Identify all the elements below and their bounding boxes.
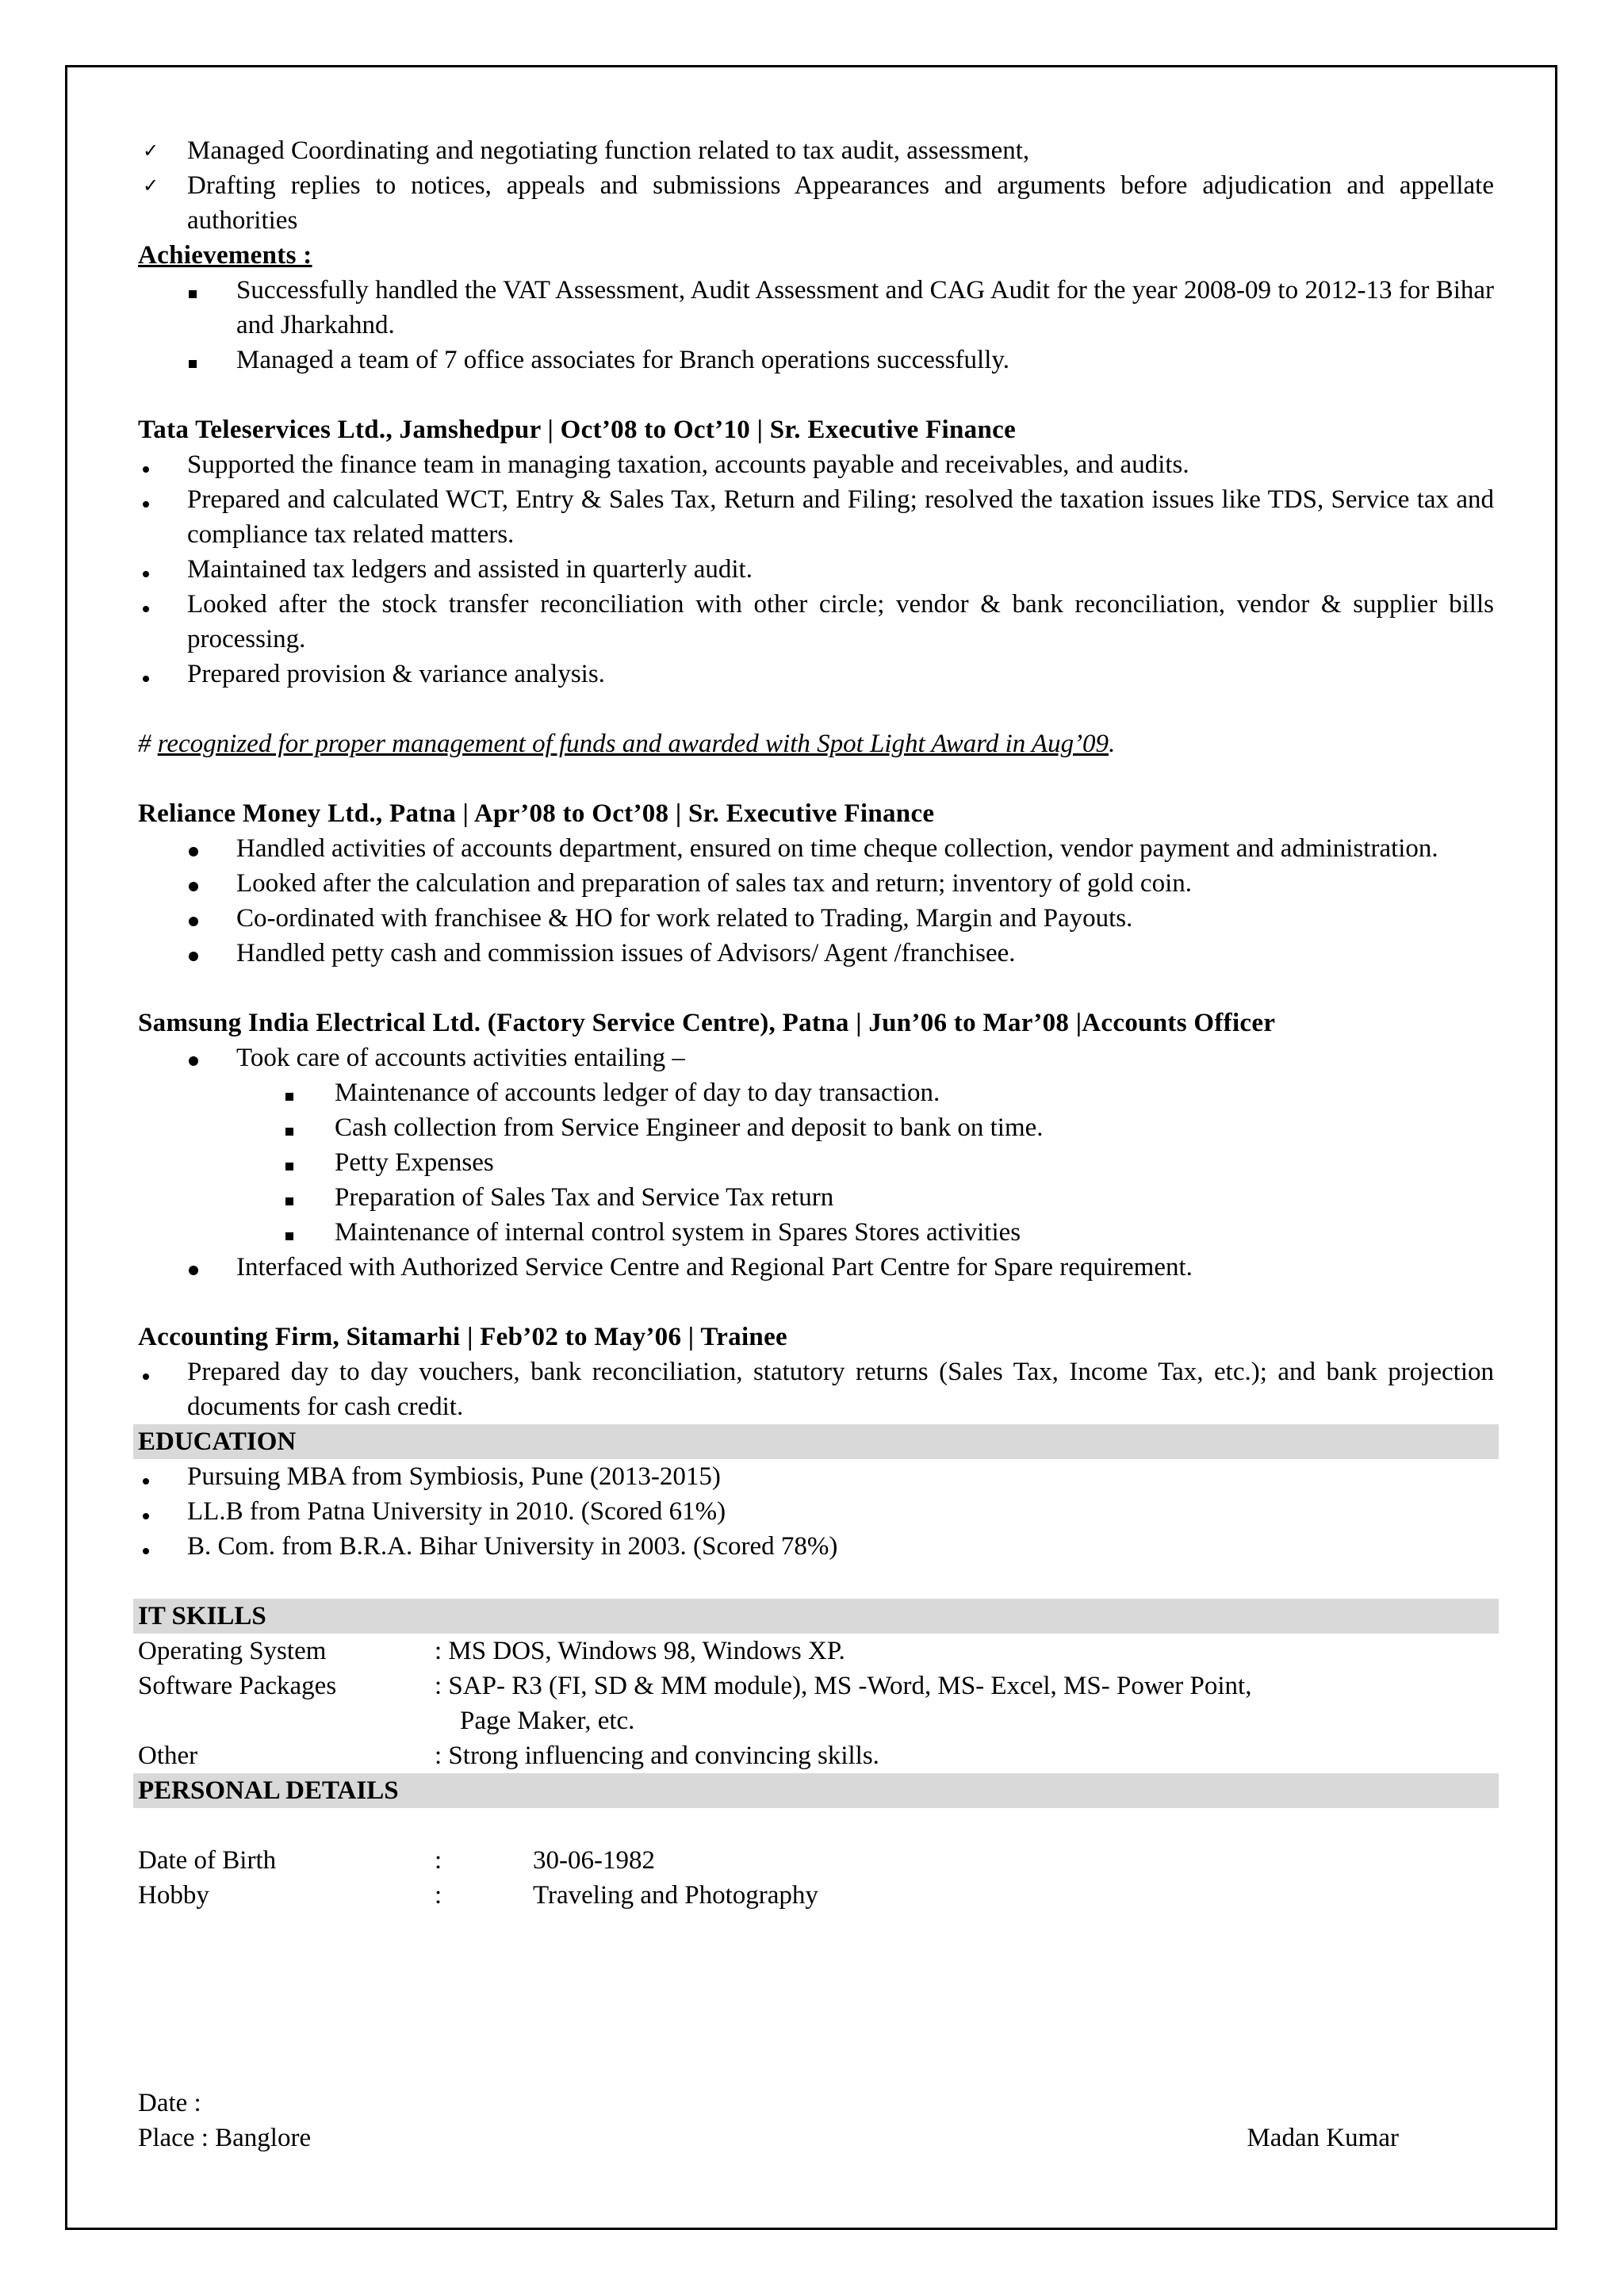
list-item: Prepared provision & variance analysis.: [138, 657, 1494, 692]
bullet-icon: [189, 917, 198, 926]
list-item: Petty Expenses: [138, 1145, 1494, 1180]
checkmark-icon: ✓: [143, 174, 159, 197]
skill-row-continued: [138, 1703, 1494, 1738]
list-item: B. Com. from B.R.A. Bihar University in 2003. (Scored 78%): [138, 1529, 1494, 1564]
list-item: Looked after the calculation and preparation of sales tax and return; inventory of gold coin.: [138, 866, 1494, 901]
bullet-icon: [143, 1513, 149, 1519]
list-item: Handled petty cash and commission issues of Advisors/ Agent /franchisee.: [138, 936, 1494, 971]
place-label: Place : Banglore: [138, 2124, 312, 2152]
job-heading-accounting-firm: Accounting Firm, Sitamarhi | Feb’02 to May’06 | Trainee: [138, 1323, 787, 1351]
education-heading: EDUCATION: [133, 1424, 1499, 1459]
list-item: Prepared and calculated WCT, Entry & Sales Tax, Return and Filing; resolved the taxation issues like TDS, Service tax and compliance tax related matters.: [138, 482, 1494, 552]
personal-row: [138, 1878, 1494, 1913]
achievements-heading: Achievements :: [138, 241, 312, 270]
skill-value: Page Maker, etc.: [460, 1707, 635, 1735]
list-item: ✓ Managed Coordinating and negotiating function related to tax audit, assessment,: [138, 133, 1494, 168]
bullet-icon: [143, 1478, 149, 1485]
list-item: Maintenance of accounts ledger of day to day transaction.: [138, 1075, 1494, 1110]
personal-separator: :: [435, 1846, 442, 1875]
list-item: Supported the finance team in managing taxation, accounts payable and receivables, and audits.: [138, 447, 1494, 482]
bullet-icon: [143, 606, 149, 612]
personal-value: 30-06-1982: [533, 1846, 655, 1875]
date-label: Date :: [138, 2089, 201, 2117]
skill-row: [138, 1634, 1494, 1669]
list-item: Interfaced with Authorized Service Centre and Regional Part Centre for Spare requirement.: [138, 1250, 1494, 1285]
list-item: Prepared day to day vouchers, bank reconciliation, statutory returns (Sales Tax, Income Tax, etc.); and bank projection documents for cash credit.: [138, 1354, 1494, 1424]
skill-value: : MS DOS, Windows 98, Windows XP.: [435, 1637, 845, 1665]
bullet-icon: [143, 466, 149, 473]
square-bullet-icon: [189, 290, 197, 298]
square-bullet-icon: [285, 1163, 293, 1170]
list-item: ✓ Drafting replies to notices, appeals and submissions Appearances and arguments before adjudication and appellate authorities: [138, 168, 1494, 238]
list-item: Looked after the stock transfer reconciliation with other circle; vendor & bank reconciliation, vendor & supplier bills processing.: [138, 587, 1494, 657]
list-item: LL.B from Patna University in 2010. (Scored 61%): [138, 1494, 1494, 1529]
personal-details-heading: PERSONAL DETAILS: [133, 1773, 1499, 1808]
bullet-icon: [143, 1548, 149, 1554]
bullet-icon: [189, 882, 198, 891]
square-bullet-icon: [285, 1232, 293, 1240]
list-item: Co-ordinated with franchisee & HO for work related to Trading, Margin and Payouts.: [138, 901, 1494, 936]
skill-value: : Strong influencing and convincing skills.: [435, 1741, 879, 1770]
signature-block: [138, 2086, 1399, 2155]
checkmark-icon: ✓: [143, 140, 159, 162]
skill-row: [138, 1669, 1494, 1703]
job-heading-reliance: Reliance Money Ltd., Patna | Apr’08 to Oct’08 | Sr. Executive Finance: [138, 799, 935, 828]
recognition-note: # recognized for proper management of funds and awarded with Spot Light Award in Aug’09.: [138, 730, 1116, 758]
it-skills-heading: IT SKILLS: [133, 1599, 1499, 1634]
skill-value: : SAP- R3 (FI, SD & MM module), MS -Word, MS- Excel, MS- Power Point,: [435, 1672, 1252, 1700]
bullet-icon: [143, 501, 149, 508]
bullet-icon: [189, 847, 198, 856]
square-bullet-icon: [285, 1093, 293, 1101]
list-item: Maintenance of internal control system in Spares Stores activities: [138, 1215, 1494, 1250]
bullet-icon: [189, 952, 198, 961]
square-bullet-icon: [285, 1128, 293, 1136]
job-heading-samsung: Samsung India Electrical Ltd. (Factory Service Centre), Patna | Jun’06 to Mar’08 |Accounts Officer: [138, 1009, 1276, 1037]
list-item: Took care of accounts activities entailing –: [138, 1040, 1494, 1075]
resume-content: [138, 133, 1494, 1913]
personal-label: Hobby: [138, 1881, 209, 1910]
skill-label: Operating System: [138, 1637, 327, 1665]
list-item: Maintained tax ledgers and assisted in quarterly audit.: [138, 552, 1494, 587]
list-item: Cash collection from Service Engineer and deposit to bank on time.: [138, 1110, 1494, 1145]
personal-row: [138, 1843, 1494, 1878]
list-item: Successfully handled the VAT Assessment, Audit Assessment and CAG Audit for the year 2008-09 to 2012-13 for Bihar and Jharkahnd.: [138, 273, 1494, 343]
skill-label: Other: [138, 1741, 198, 1770]
personal-value: Traveling and Photography: [533, 1881, 818, 1910]
square-bullet-icon: [285, 1197, 293, 1205]
bullet-icon: [143, 676, 149, 682]
square-bullet-icon: [189, 360, 197, 368]
list-item: Managed a team of 7 office associates for Branch operations successfully.: [138, 343, 1494, 377]
list-item: Preparation of Sales Tax and Service Tax return: [138, 1180, 1494, 1215]
bullet-icon: [143, 1374, 149, 1380]
bullet-icon: [189, 1056, 198, 1066]
bullet-icon: [189, 1266, 198, 1275]
bullet-icon: [143, 571, 149, 577]
skill-label: Software Packages: [138, 1672, 337, 1700]
personal-label: Date of Birth: [138, 1846, 277, 1875]
job-heading-tata: Tata Teleservices Ltd., Jamshedpur | Oct’08 to Oct’10 | Sr. Executive Finance: [138, 416, 1017, 444]
skill-row: [138, 1738, 1494, 1773]
signature-name: Madan Kumar: [1247, 2124, 1399, 2152]
personal-separator: :: [435, 1881, 442, 1910]
list-item: Handled activities of accounts department, ensured on time cheque collection, vendor payment and administration.: [138, 831, 1494, 866]
list-item: Pursuing MBA from Symbiosis, Pune (2013-2015): [138, 1459, 1494, 1494]
